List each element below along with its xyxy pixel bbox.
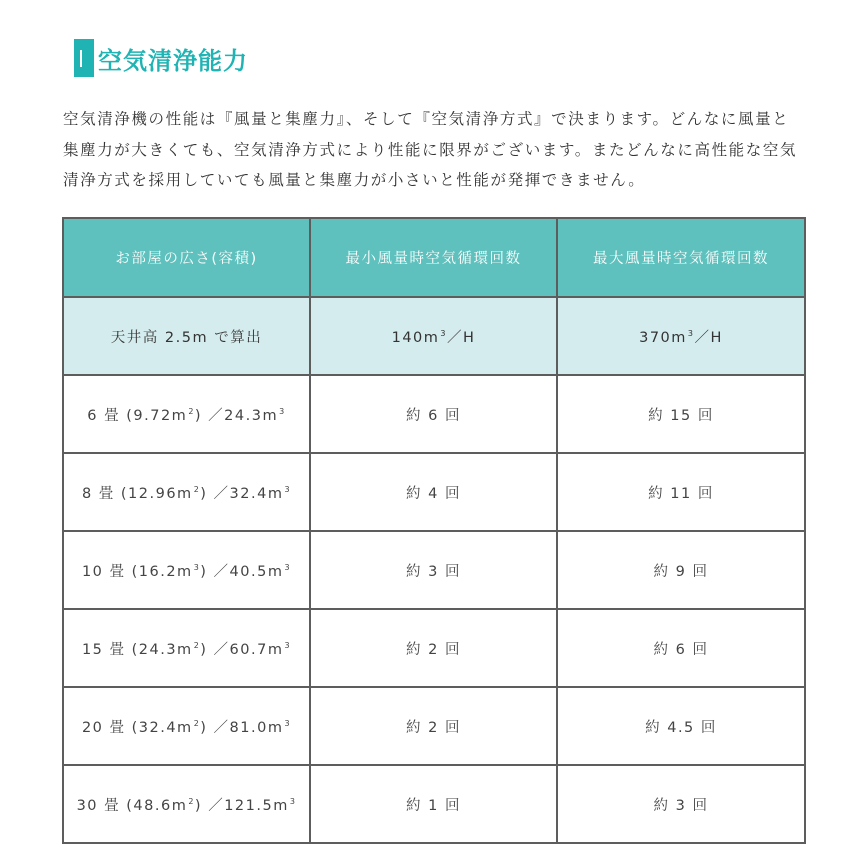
basis-min-airflow: $140m^3/H$ xyxy=(310,297,557,375)
room-size-cell: 30 畳 $(48.6m^2)$ $/121.5m^3$ xyxy=(63,765,310,843)
table-row xyxy=(63,375,805,453)
section-title: 空気清浄能力 xyxy=(98,46,248,75)
section-heading xyxy=(74,39,248,77)
basis-row xyxy=(63,297,805,375)
min-cycles-cell: 約 2 回 xyxy=(310,687,557,765)
room-size-cell: 20 畳 $(32.4m^2)$ $/81.0m^3$ xyxy=(63,687,310,765)
min-cycles-cell: 約 3 回 xyxy=(310,531,557,609)
min-cycles-cell: 約 6 回 xyxy=(310,375,557,453)
min-cycles-cell: 約 1 回 xyxy=(310,765,557,843)
table-row xyxy=(63,531,805,609)
table-row xyxy=(63,765,805,843)
table-header-row xyxy=(63,218,805,297)
header-room-size: お部屋の広さ(容積) xyxy=(63,218,310,297)
max-cycles-cell: 約 11 回 xyxy=(557,453,805,531)
table-row xyxy=(63,453,805,531)
intro-paragraph xyxy=(63,104,808,196)
air-circulation-table xyxy=(62,217,806,844)
room-size-cell: 6 畳 $(9.72m^2)$ $/24.3m^3$ xyxy=(63,375,310,453)
intro-line: 集塵力が大きくても、空気清浄方式により性能に限界がございます。またどんなに高性能な空気 xyxy=(63,140,798,159)
heading-accent-bar xyxy=(74,39,94,77)
max-cycles-cell: 約 4.5 回 xyxy=(557,687,805,765)
max-cycles-cell: 約 15 回 xyxy=(557,375,805,453)
min-cycles-cell: 約 4 回 xyxy=(310,453,557,531)
intro-line: 清浄方式を採用していても風量と集塵力が小さいと性能が発揮できません。 xyxy=(63,171,646,189)
min-cycles-cell: 約 2 回 xyxy=(310,609,557,687)
room-size-cell: 15 畳 $(24.3m^2)$ $/60.7m^3$ xyxy=(63,609,310,687)
max-cycles-cell: 約 9 回 xyxy=(557,531,805,609)
basis-max-airflow: $370m^3/H$ xyxy=(557,297,805,375)
room-size-cell: 8 畳 $(12.96m^2)$ $/32.4m^3$ xyxy=(63,453,310,531)
header-min-airflow: 最小風量時空気循環回数 xyxy=(310,218,557,297)
header-max-airflow: 最大風量時空気循環回数 xyxy=(557,218,805,297)
intro-line: 空気清浄機の性能は『風量と集塵力』、そして『空気清浄方式』で決まります。どんなに風量と xyxy=(63,110,790,128)
basis-label: 天井高 2.5m で算出 xyxy=(63,297,310,375)
table-row xyxy=(63,687,805,765)
table-row xyxy=(63,609,805,687)
max-cycles-cell: 約 3 回 xyxy=(557,765,805,843)
max-cycles-cell: 約 6 回 xyxy=(557,609,805,687)
room-size-cell: 10 畳 $(16.2m^3)$ $/40.5m^3$ xyxy=(63,531,310,609)
